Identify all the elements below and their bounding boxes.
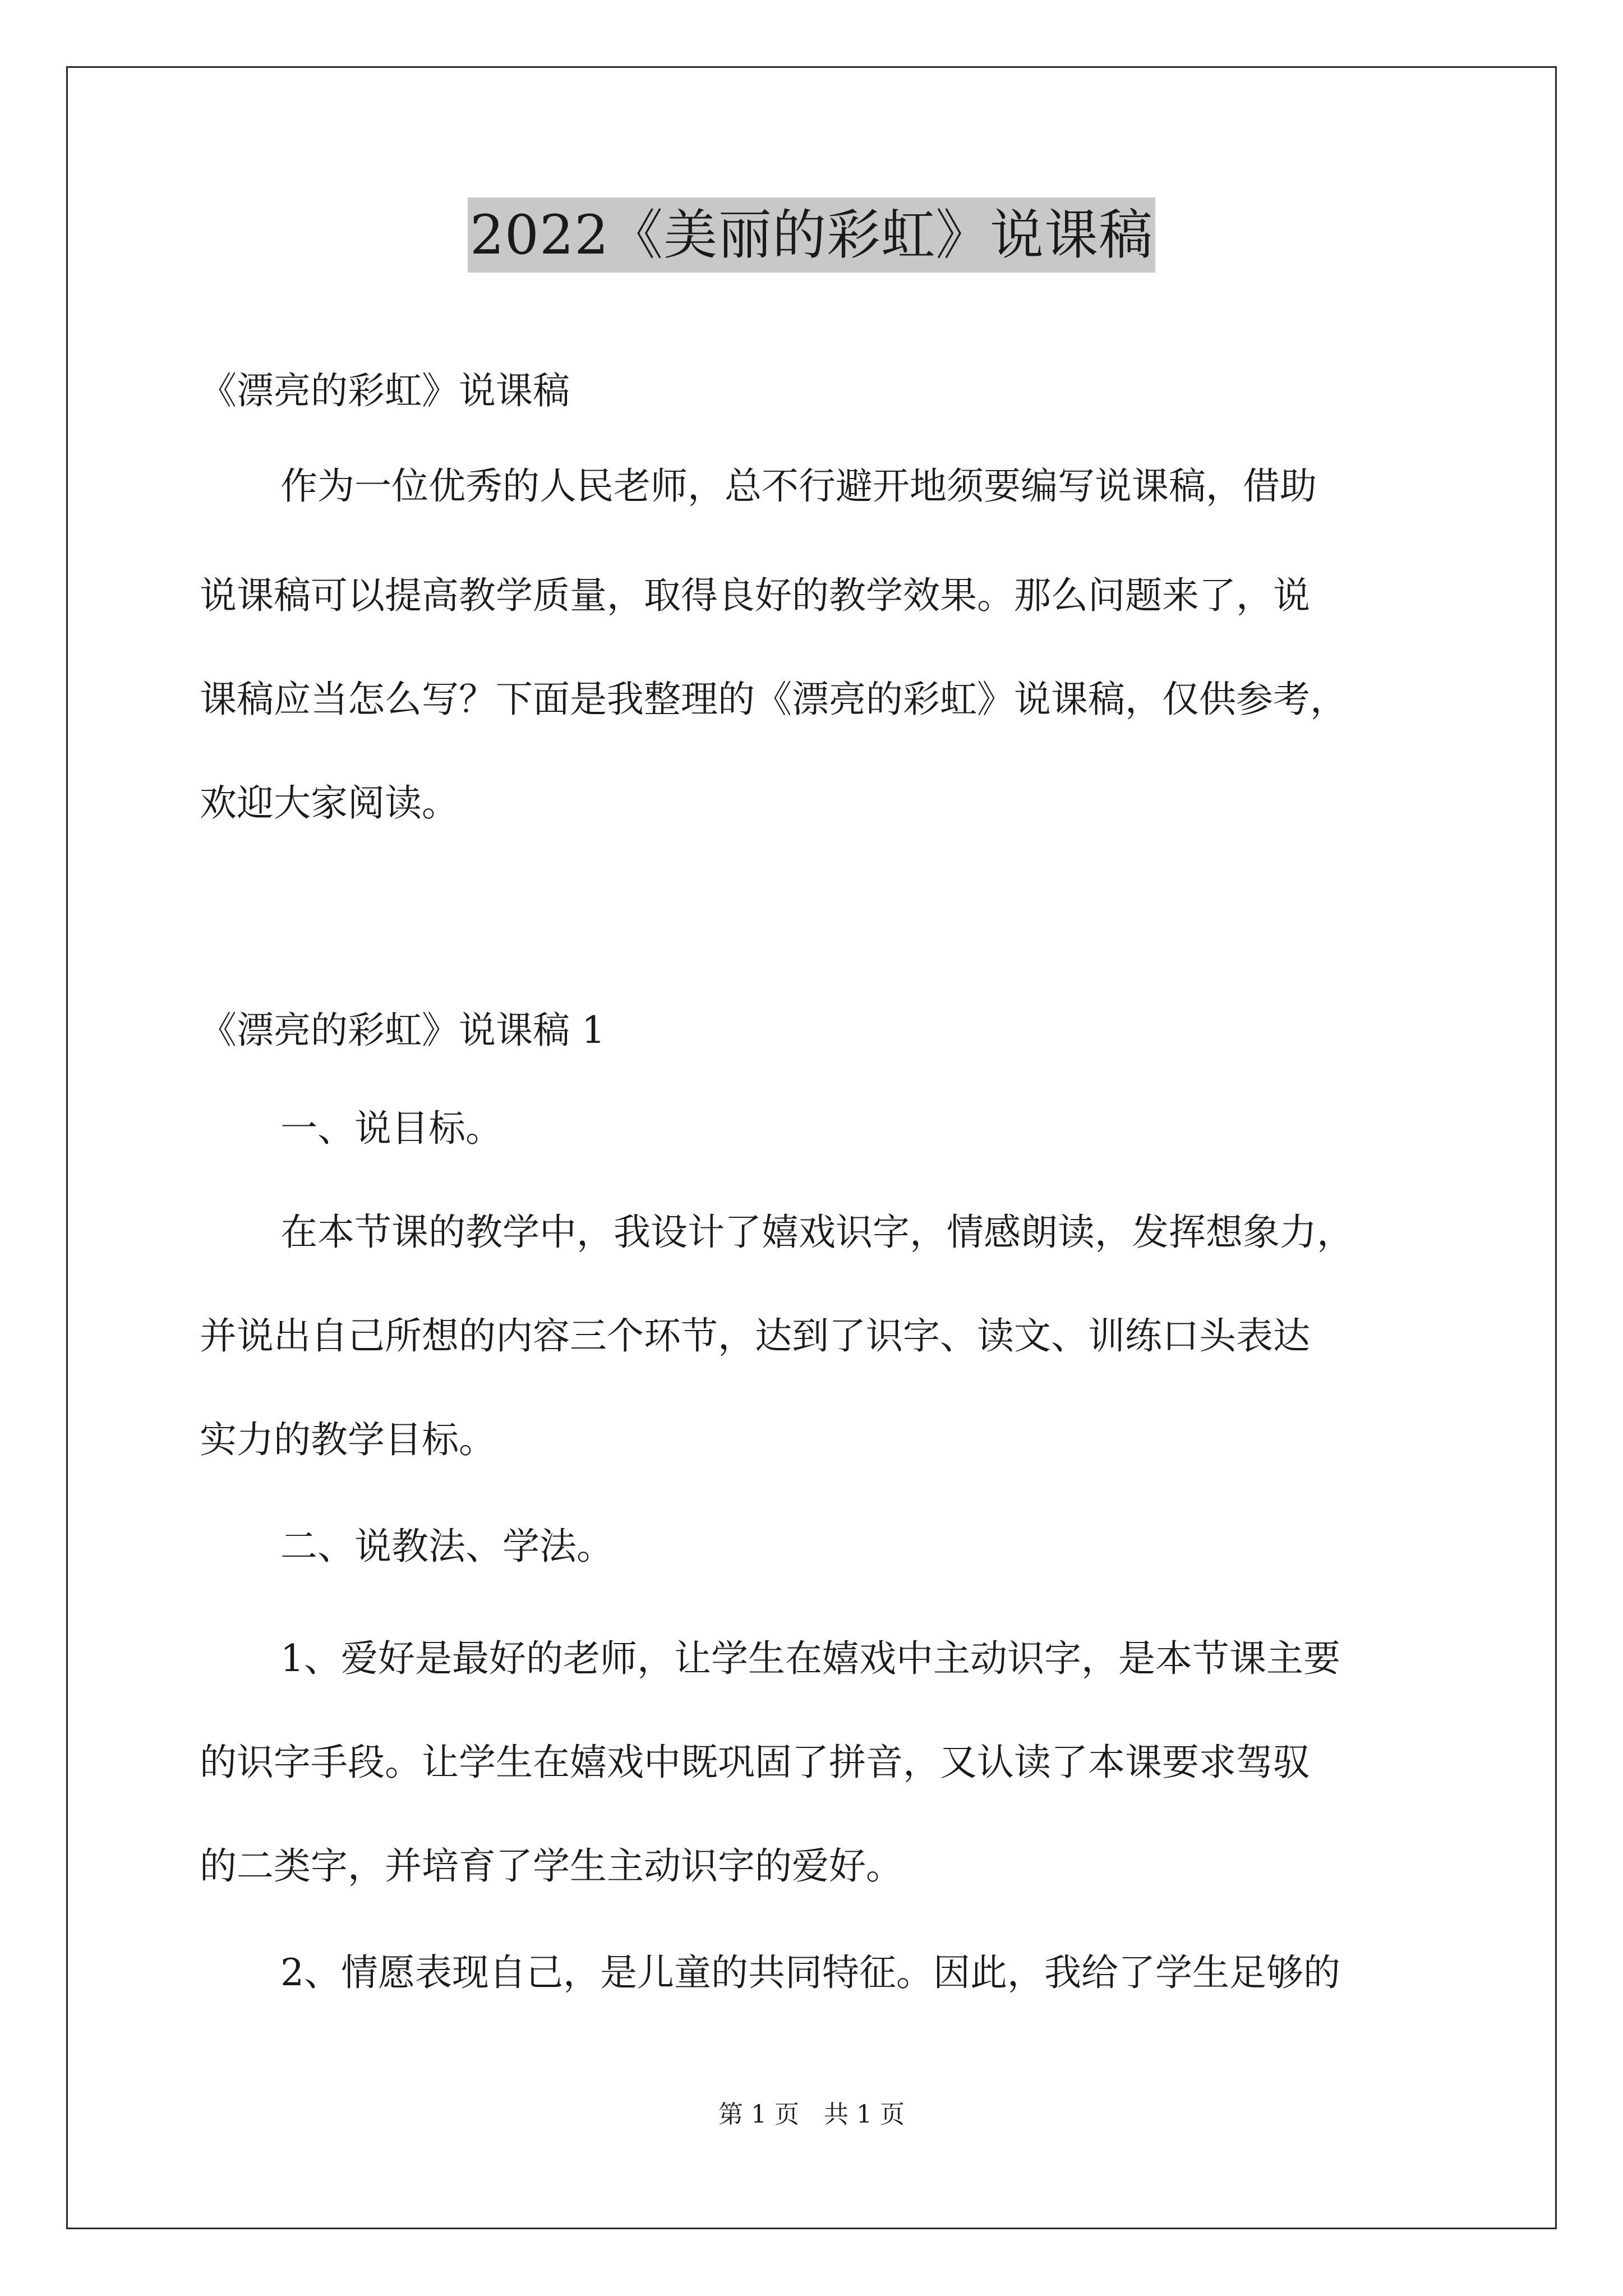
method1-line-3: 的二类字，并培育了学生主动识字的爱好。 xyxy=(200,1844,903,1888)
heading-goals: 一、说目标。 xyxy=(280,1107,502,1150)
goal-line-2: 并说出自己所想的内容三个环节，达到了识字、读文、训练口头表达 xyxy=(200,1314,1310,1358)
document-title: 2022《美丽的彩虹》说课稿 xyxy=(468,197,1155,273)
intro-line-4: 欢迎大家阅读。 xyxy=(200,781,459,825)
method1-line-1: 1、爱好是最好的老师，让学生在嬉戏中主动识字，是本节课主要 xyxy=(280,1637,1340,1680)
goal-line-1: 在本节课的教学中，我设计了嬉戏识字，情感朗读，发挥想象力， xyxy=(280,1211,1354,1254)
goal-line-3: 实力的教学目标。 xyxy=(200,1418,496,1461)
intro-line-1: 作为一位优秀的人民老师，总不行避开地须要编写说课稿，借助 xyxy=(280,464,1317,508)
intro-line-2: 说课稿可以提高教学质量，取得良好的教学效果。那么问题来了，说 xyxy=(200,574,1310,617)
subtitle: 《漂亮的彩虹》说课稿 xyxy=(200,369,570,412)
heading-methods: 二、说教法、学法。 xyxy=(280,1525,614,1568)
section-heading: 《漂亮的彩虹》说课稿 1 xyxy=(200,1009,605,1052)
method1-line-2: 的识字手段。让学生在嬉戏中既巩固了拼音，又认读了本课要求驾驭 xyxy=(200,1741,1310,1784)
intro-line-3: 课稿应当怎么写？下面是我整理的《漂亮的彩虹》说课稿，仅供参考， xyxy=(200,678,1347,721)
page-footer: 第 1 页 共 1 页 xyxy=(718,2100,905,2129)
title-container xyxy=(0,197,1623,273)
method2-line-1: 2、情愿表现自己，是儿童的共同特征。因此，我给了学生足够的 xyxy=(280,1951,1340,1994)
